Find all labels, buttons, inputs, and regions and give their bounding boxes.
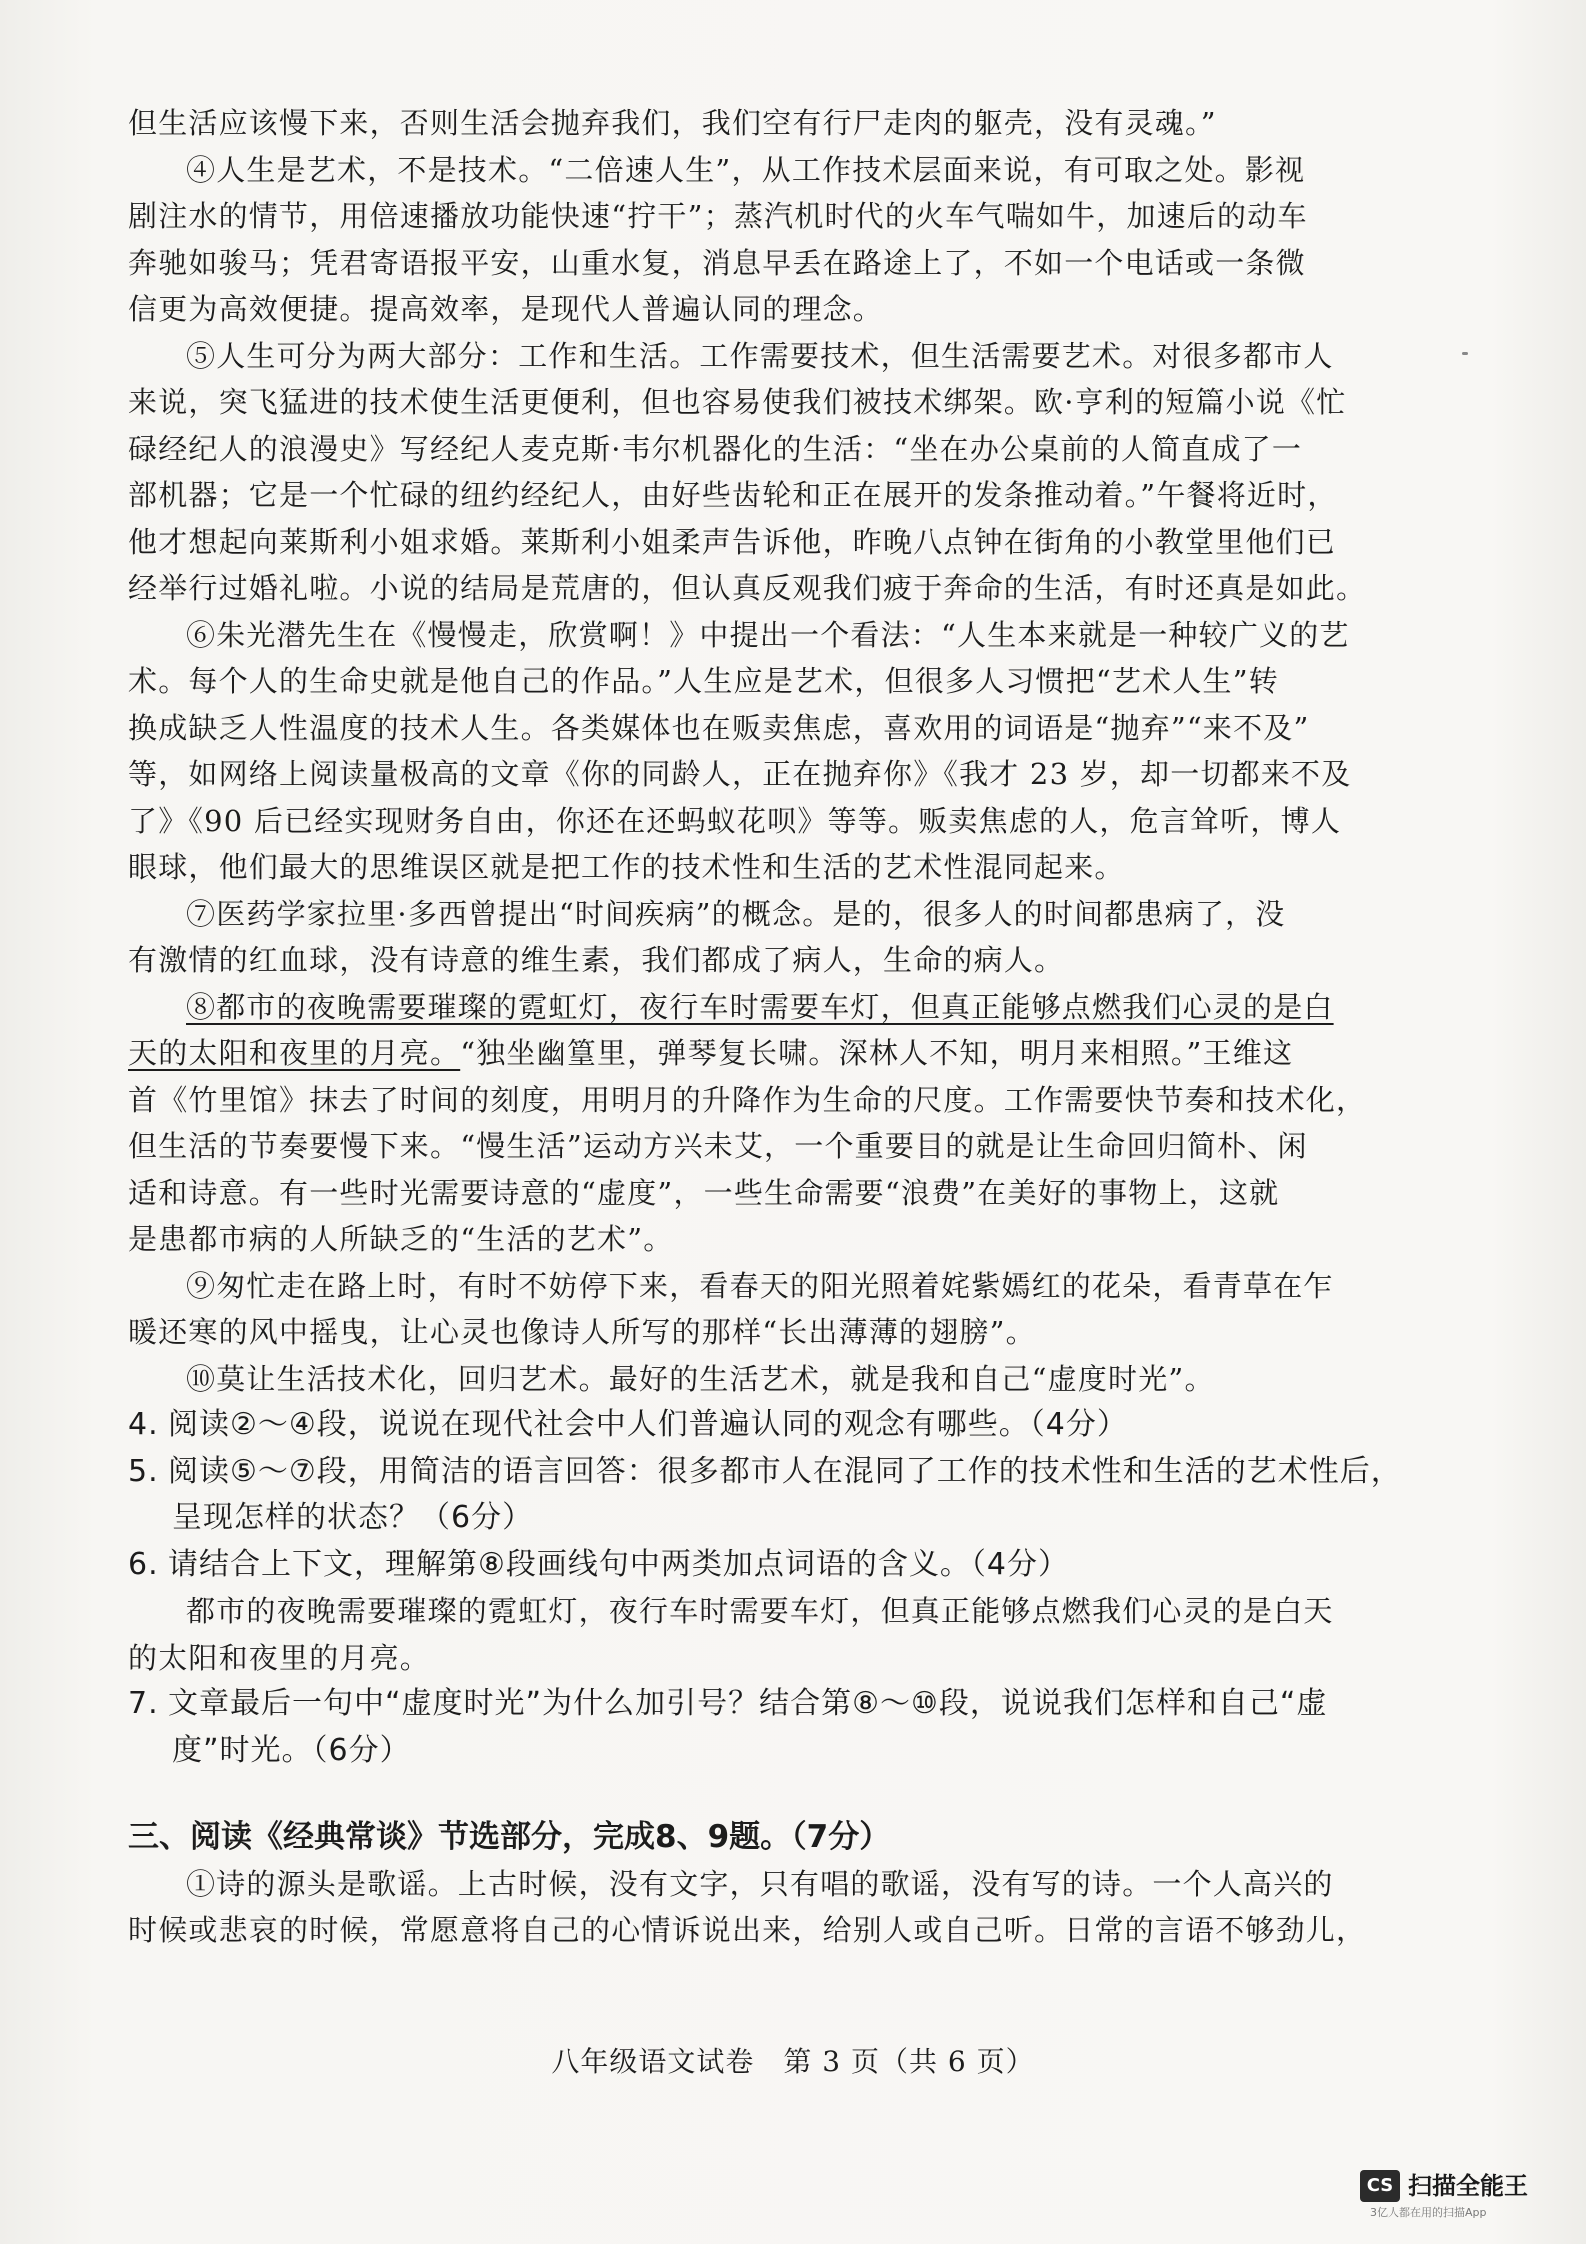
question-text: 阅读⑤～⑦段，用简洁的语言回答：很多都市人在混同了工作的技术性和生活的艺术性后， (168, 1453, 1402, 1489)
camscanner-logo: CS (1360, 2170, 1400, 2202)
passage-line: 碌经纪人的浪漫史》写经纪人麦克斯·韦尔机器化的生活：“坐在办公桌前的人简直成了一 (128, 431, 1303, 466)
watermark-name: 扫描全能王 (1408, 2172, 1528, 2200)
paragraph-7-start: ⑦医药学家拉里·多西曾提出“时间疾病”的概念。是的，很多人的时间都患病了，没 (186, 896, 1286, 931)
camscanner-watermark (1360, 2166, 1566, 2218)
passage-line: 信更为高效便捷。提高效率，是现代人普遍认同的理念。 (128, 292, 884, 326)
passage-line: 换成缺乏人性温度的技术人生。各类媒体也在贩卖焦虑，喜欢用的词语是“抛弃”“来不及” (128, 710, 1310, 745)
passage-line: 眼球，他们最大的思维误区就是把工作的技术性和生活的艺术性混同起来。 (128, 850, 1125, 884)
passage-line: 适和诗意。有一些时光需要诗意的“虚度”，一些生命需要“浪费”在美好的事物上，这就 (128, 1175, 1280, 1210)
underlined-sentence-end: 天的太阳和夜里的月亮。 (128, 1036, 461, 1070)
passage-line: 有激情的红血球，没有诗意的维生素，我们都成了病人，生命的病人。 (128, 943, 1065, 977)
paragraph-10: ⑩莫让生活技术化，回归艺术。最好的生活艺术，就是我和自己“虚度时光”。 (186, 1361, 1215, 1396)
question-number: 4. (128, 1407, 159, 1442)
question-6-quote-cont: 的太阳和夜里的月亮。 (128, 1640, 431, 1675)
question-7-cont: 度”时光。（6分） (172, 1732, 411, 1768)
scan-speck (1462, 352, 1468, 355)
wang-wei-poem: “独坐幽篁里，弹琴复长啸。深林人不知，明月来相照。”王维这 (460, 1036, 1294, 1070)
passage-line: 经举行过婚礼啦。小说的结局是荒唐的，但认真反观我们疲于奔命的生活，有时还真是如此。 (128, 571, 1367, 605)
watermark-subtitle: 3亿人都在用的扫描App (1370, 2206, 1487, 2219)
paragraph-5-start: ⑤人生可分为两大部分：工作和生活。工作需要技术，但生活需要艺术。对很多都市人 (186, 338, 1334, 373)
paragraph-8-start (128, 984, 1380, 1031)
paragraph-6-start: ⑥朱光潜先生在《慢慢走，欣赏啊！》中提出一个看法：“人生本来就是一种较广义的艺 (186, 617, 1350, 652)
question-text: 请结合上下文，理解第⑧段画线句中两类加点词语的含义。（4分） (168, 1546, 1069, 1582)
passage-line: 奔驰如骏马；凭君寄语报平安，山重水复，消息早丢在路途上了，不如一个电话或一条微 (128, 245, 1306, 280)
question-number: 7. (128, 1686, 159, 1721)
passage-line: 了》《90 后已经实现财务自由，你还在还蚂蚁花呗》等等。贩卖焦虑的人，危言耸听，博人 (128, 803, 1342, 838)
question-5 (128, 1449, 1402, 1496)
section-gap (128, 1774, 1380, 1814)
paragraph-9-start: ⑨匆忙走在路上时，有时不妨停下来，看春天的阳光照着姹紫嫣红的花朵，看青草在乍 (186, 1268, 1334, 1303)
passage-line: 但生活应该慢下来，否则生活会抛弃我们，我们空有行尸走肉的躯壳，没有灵魂。” (128, 106, 1217, 140)
passage-line: 部机器；它是一个忙碌的纽约经纪人，由好些齿轮和正在展开的发条推动着。”午餐将近时， (128, 478, 1338, 512)
question-5-cont: 呈现怎样的状态？（6分） (172, 1500, 534, 1535)
question-6 (128, 1542, 1380, 1589)
passage-line: 是患都市病的人所缺乏的“生活的艺术”。 (128, 1222, 674, 1256)
question-text: 文章最后一句中“虚度时光”为什么加引号？结合第⑧～⑩段，说说我们怎样和自己“虚 (168, 1686, 1328, 1721)
question-6-quote: 都市的夜晚需要璀璨的霓虹灯，夜行车时需要车灯，但真正能够点燃我们心灵的是白天 (186, 1594, 1334, 1628)
underlined-sentence: ⑧都市的夜晚需要璀璨的霓虹灯，夜行车时需要车灯，但真正能够点燃我们心灵的是白 (186, 989, 1334, 1024)
question-text: 阅读②～④段，说说在现代社会中人们普遍认同的观念有哪些。（4分） (168, 1407, 1128, 1442)
question-7 (128, 1681, 1380, 1728)
page-content (128, 100, 1402, 1954)
paragraph-4-start: ④人生是艺术，不是技术。“二倍速人生”，从工作技术层面来说，有可取之处。影视 (186, 152, 1306, 187)
question-number: 6. (128, 1546, 159, 1582)
passage-line: 剧注水的情节，用倍速播放功能快速“拧干”；蒸汽机时代的火车气喘如牛，加速后的动车 (128, 199, 1308, 233)
passage-line: 术。每个人的生命史就是他自己的作品。”人生应是艺术，但很多人习惯把“艺术人生”转 (128, 664, 1279, 698)
passage-line (128, 1030, 1380, 1077)
passage-line: 他才想起向莱斯利小姐求婚。莱斯利小姐柔声告诉他，昨晚八点钟在街角的小教堂里他们已 (128, 524, 1337, 559)
passage-line: 但生活的节奏要慢下来。“慢生活”运动方兴未艾，一个重要目的就是让生命回归简朴、闲 (128, 1129, 1308, 1163)
question-number: 5. (128, 1453, 159, 1489)
page-footer: 八年级语文试卷 第 3 页（共 6 页） (551, 2045, 1035, 2078)
passage-line: 来说，突飞猛进的技术使生活更便利，但也容易使我们被技术绑架。欧·亨利的短篇小说《忙 (128, 385, 1347, 419)
passage-line: 等，如网络上阅读量极高的文章《你的同龄人，正在抛弃你》《我才 23 岁，却一切都来不及 (128, 757, 1352, 791)
section-3-heading: 三、阅读《经典常谈》节选部分，完成8、9题。（7分） (128, 1819, 891, 1855)
section-3-paragraph-1: ①诗的源头是歌谣。上古时候，没有文字，只有唱的歌谣，没有写的诗。一个人高兴的 (186, 1866, 1334, 1901)
passage-line: 暖还寒的风中摇曳，让心灵也像诗人所写的那样“长出薄薄的翅膀”。 (128, 1315, 1036, 1349)
passage-line: 首《竹里馆》抹去了时间的刻度，用明月的升降作为生命的尺度。工作需要快节奏和技术化， (128, 1082, 1367, 1117)
section-3-line: 时候或悲哀的时候，常愿意将自己的心情诉说出来，给别人或自己听。日常的言语不够劲儿， (128, 1913, 1367, 1947)
question-4 (128, 1402, 1380, 1449)
